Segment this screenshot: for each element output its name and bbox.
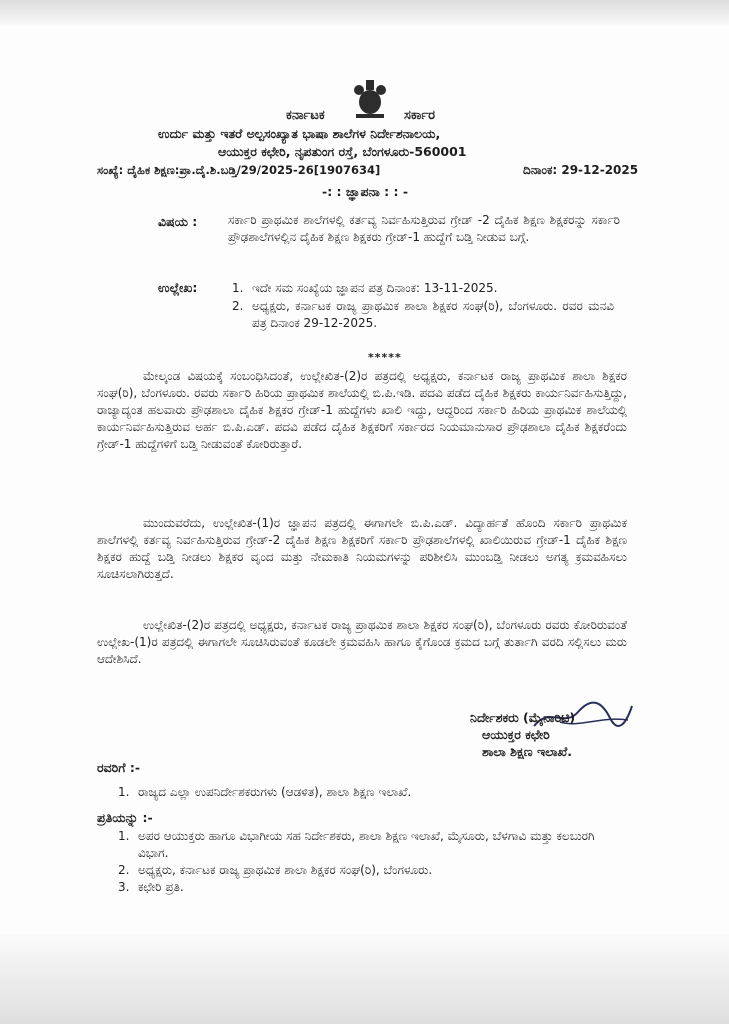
copy-number: 3.: [118, 880, 130, 894]
recipient-number: 1.: [118, 785, 130, 799]
copy-text: ಅಧ್ಯಕ್ಷರು, ಕರ್ನಾಟಕ ರಾಜ್ಯ ಪ್ರಾಥಮಿಕ ಶಾಲಾ ಶಿಕ್ಷಕರ ಸಂಘ(ರಿ), ಬೆಂಗಳೂರು.: [138, 863, 433, 877]
body-paragraph-1: ಮೇಲ್ಕಂಡ ವಿಷಯಕ್ಕೆ ಸಂಬಂಧಿಸಿದಂತೆ, ಉಲ್ಲೇಖಿತ-(2)ರ ಪತ್ರದಲ್ಲಿ ಅಧ್ಯಕ್ಷರು, ಕರ್ನಾಟಕ ರಾಜ್ಯ ಪ್ರಾಥಮಿಕ ಶಾಲಾ ಶಿಕ್ಷಕರ ಸಂಘ(ರಿ), ಬೆಂಗಳೂರು. ರವರು ಸರ್ಕಾರಿ ಹಿರಿಯ ಪ್ರಾಥಮಿಕ ಶಾಲೆಯಲ್ಲಿ ಬಿ.ಪಿ.ಇಡಿ. ಪದವಿ ಪಡೆದ ದೈಹಿಕ ಶಿಕ್ಷಕರು ಕಾರ್ಯನಿರ್ವಹಿಸುತ್ತಿದ್ದು, ರಾಜ್ಯಾದ್ಯಂತ ಹಲವಾರು ಪ್ರೌಢಶಾಲಾ ದೈಹಿಕ ಶಿಕ್ಷಕರ ಗ್ರೇಡ್-1 ಹುದ್ದೆಗಳು ಖಾಲಿ ಇದ್ದು, ಆದ್ದರಿಂದ ಸರ್ಕಾರಿ ಹಿರಿಯ ಪ್ರಾಥಮಿಕ ಶಾಲೆಯಲ್ಲಿ ಕಾರ್ಯನಿರ್ವಹಿಸುತ್ತಿರುವ ಅರ್ಹ ಬಿ.ಪಿ.ಎಡ್. ಪದವಿ ಪಡೆದ ದೈಹಿಕ ಶಿಕ್ಷಕರಿಗೆ ಸರ್ಕಾರದ ನಿಯಮಾನುಸಾರ ಪ್ರೌಢಶಾಲಾ ದೈಹಿಕ ಶಿಕ್ಷಕರೆಂದು ಗ್ರೇಡ್-1 ಹುದ್ದೆಗಳಿಗೆ ಬಡ್ತಿ ನೀಡುವಂತೆ ಕೋರಿರುತ್ತಾರೆ.: [97, 369, 627, 451]
body-paragraph-2: ಮುಂದುವರೆದು, ಉಲ್ಲೇಖಿತ-(1)ರ ಜ್ಞಾಪನ ಪತ್ರದಲ್ಲಿ ಈಗಾಗಲೇ ಬಿ.ಪಿ.ಎಡ್. ವಿದ್ಯಾರ್ಹತೆ ಹೊಂದಿ ಸರ್ಕಾರಿ ಪ್ರಾಥಮಿಕ ಶಾಲೆಗಳಲ್ಲಿ ಕರ್ತವ್ಯ ನಿರ್ವಹಿಸುತ್ತಿರುವ ಗ್ರೇಡ್-2 ದೈಹಿಕ ಶಿಕ್ಷಣ ಶಿಕ್ಷಕರಿಗೆ ಸರ್ಕಾರಿ ಪ್ರೌಢಶಾಲೆಗಳಲ್ಲಿ ಖಾಲಿಯಿರುವ ಗ್ರೇಡ್-1 ದೈಹಿಕ ಶಿಕ್ಷಣ ಶಿಕ್ಷಕರ ಹುದ್ದೆ ಬಡ್ತಿ ನೀಡಲು ಶಿಕ್ಷಕರ ವೃಂದ ಮತ್ತು ನೇಮಕಾತಿ ನಿಯಮಗಳನ್ನು ಪರಿಶೀಲಿಸಿ ಮುಂಬಡ್ತಿ ನೀಡಲು ಅಗತ್ಯ ಕ್ರಮವಹಿಸಲು ಸೂಚಿಸಲಾಗಿರುತ್ತದೆ.: [97, 516, 627, 581]
reference-text: ಇದೇ ಸಮ ಸಂಖ್ಯೆಯ ಜ್ಞಾಪನ ಪತ್ರ ದಿನಾಂಕ: 13-11-2025.: [252, 281, 498, 295]
references-label: ಉಲ್ಲೇಖ:: [158, 280, 198, 295]
recipients-label: ರವರಿಗೆ :-: [97, 760, 141, 775]
department-name: ಉರ್ದು ಮತ್ತು ಇತರೆ ಅಲ್ಪಸಂಖ್ಯಾತ ಭಾಷಾ ಶಾಲೆಗಳ ನಿರ್ದೇಶನಾಲಯ,: [158, 126, 441, 141]
govt-name-left: ಕರ್ನಾಟಕ: [286, 108, 325, 123]
state-emblem-icon: [350, 76, 390, 120]
copy-number: 1.: [118, 829, 130, 843]
document-date: ದಿನಾಂಕ: 29-12-2025: [523, 163, 639, 177]
copy-text: ಅಪರ ಆಯುಕ್ತರು ಹಾಗೂ ವಿಭಾಗೀಯ ಸಹ ನಿರ್ದೇಶಕರು, ಶಾಲಾ ಶಿಕ್ಷಣ ಇಲಾಖೆ, ಮೈಸೂರು, ಬೆಳಗಾವಿ ಮತ್ತು ಕಲಬುರಗಿ ವಿಭಾಗ.: [138, 829, 595, 860]
subject-label: ವಿಷಯ :: [158, 214, 198, 229]
copy-text: ಕಛೇರಿ ಪ್ರತಿ.: [138, 880, 184, 894]
reference-number-label: 2.: [232, 299, 244, 313]
subject-text: ಸರ್ಕಾರಿ ಪ್ರಾಥಮಿಕ ಶಾಲೆಗಳಲ್ಲಿ ಕರ್ತವ್ಯ ನಿರ್ವಹಿಸುತ್ತಿರುವ ಗ್ರೇಡ್ -2 ದೈಹಿಕ ಶಿಕ್ಷಣ ಶಿಕ್ಷಕರನ್ನು ಸರ್ಕಾರಿ ಪ್ರೌಢಶಾಲೆಗಳಲ್ಲಿನ ದೈಹಿಕ ಶಿಕ್ಷಣ ಶಿಕ್ಷಕರು ಗ್ರೇಡ್-1 ಹುದ್ದೆಗೆ ಬಡ್ತಿ ನೀಡುವ ಬಗ್ಗೆ.: [228, 213, 620, 244]
govt-name-right: ಸರ್ಕಾರ: [404, 108, 435, 123]
section-separator: *****: [368, 351, 402, 364]
copies-label: ಪ್ರತಿಯನ್ನು :-: [97, 810, 153, 825]
reference-number-label: 1.: [232, 281, 244, 295]
page-top-shadow: [0, 0, 729, 26]
copy-number: 2.: [118, 863, 130, 877]
signatory-office: ಆಯುಕ್ತರ ಕಛೇರಿ: [482, 727, 550, 742]
page-bottom-shadow: [0, 934, 729, 1024]
notice-title: -: : ಜ್ಞಾಪನಾ : : -: [322, 184, 409, 199]
office-address: ಆಯುಕ್ತರ ಕಛೇರಿ, ನೃಪತುಂಗ ರಸ್ತೆ, ಬೆಂಗಳೂರು-560001: [218, 144, 467, 159]
signatory-department: ಶಾಲಾ ಶಿಕ್ಷಣ ಇಲಾಖೆ.: [482, 744, 572, 759]
signatory-title: ನಿರ್ದೇಶಕರು (ಮೈನಾರಿಟಿ): [470, 710, 576, 725]
reference-number: ಸಂಖ್ಯೆ: ದೈಹಿಕ ಶಿಕ್ಷಣ:ಪ್ರಾ.ದೈ.ಶಿ.ಬಡ್ತಿ/29/2025-26[1907634]: [97, 163, 381, 177]
recipient-text: ರಾಜ್ಯದ ಎಲ್ಲಾ ಉಪನಿರ್ದೇಶಕರುಗಳು (ಆಡಳಿತ), ಶಾಲಾ ಶಿಕ್ಷಣ ಇಲಾಖೆ.: [138, 785, 412, 799]
reference-text: ಅಧ್ಯಕ್ಷರು, ಕರ್ನಾಟಕ ರಾಜ್ಯ ಪ್ರಾಥಮಿಕ ಶಾಲಾ ಶಿಕ್ಷಕರ ಸಂಘ(ರಿ), ಬೆಂಗಳೂರು. ರವರ ಮನವಿ ಪತ್ರ ದಿನಾಂಕ 29-12-2025.: [252, 299, 614, 330]
body-paragraph-3: ಉಲ್ಲೇಖಿತ-(2)ರ ಪತ್ರದಲ್ಲಿ ಅಧ್ಯಕ್ಷರು, ಕರ್ನಾಟಕ ರಾಜ್ಯ ಪ್ರಾಥಮಿಕ ಶಾಲಾ ಶಿಕ್ಷಕರ ಸಂಘ(ರಿ), ಬೆಂಗಳೂರು ರವರು ಕೋರಿರುವಂತೆ ಉಲ್ಲೇಖ-(1)ರ ಪತ್ರದಲ್ಲಿ ಈಗಾಗಲೇ ಸೂಚಿಸಿರುವಂತೆ ಕೂಡಲೇ ಕ್ರಮವಹಿಸಿ ಹಾಗೂ ಕೈಗೊಂಡ ಕ್ರಮದ ಬಗ್ಗೆ ತುರ್ತಾಗಿ ವರದಿ ಸಲ್ಲಿಸಲು ಮರು ಆದೇಶಿಸಿದೆ.: [97, 618, 627, 666]
